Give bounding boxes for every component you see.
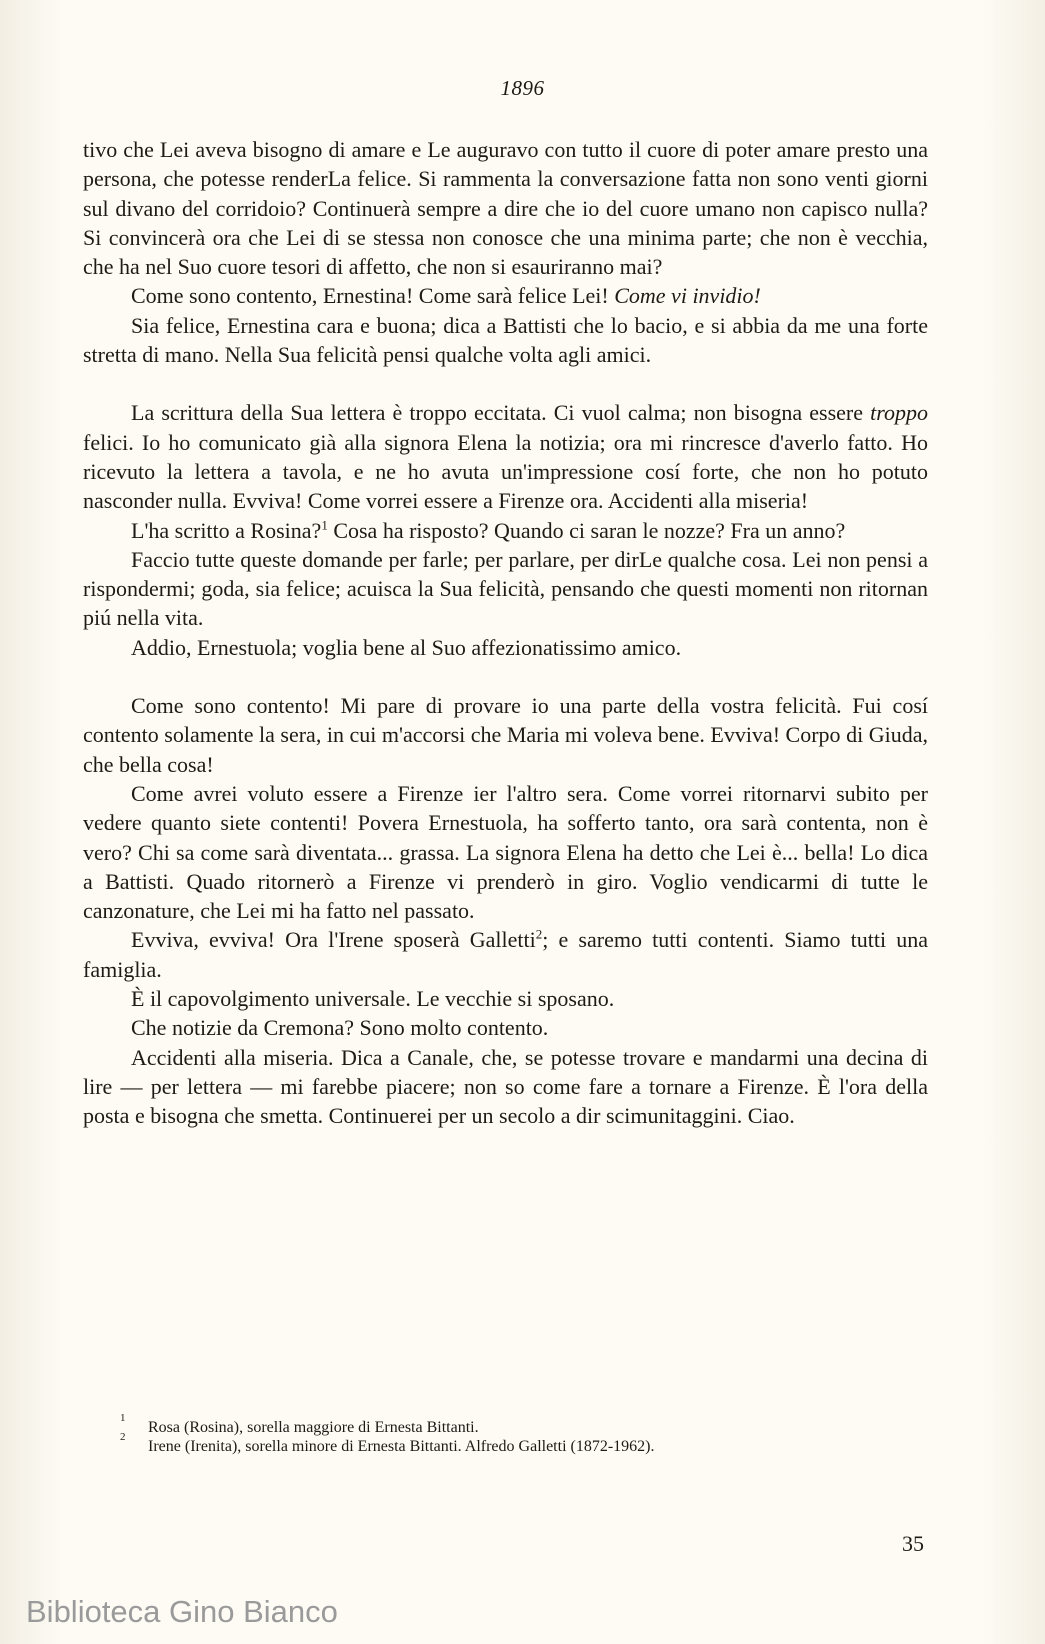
footnote-ref-1: 1 bbox=[321, 517, 328, 533]
paragraph: L'ha scritto a Rosina?$^1$ Cosa ha risposto? Quando ci saran le nozze? Fra un anno? bbox=[131, 517, 846, 543]
paragraph: Come sono contento! Mi pare di provare io una parte della vostra felicità. Fui cosí contento solamente la sera, in cui m'accorsi che Maria mi voleva bene. Evviva! Corpo di Giuda, che bella cosa! bbox=[83, 693, 928, 777]
paragraph: La scrittura della Sua lettera è troppo eccitata. Ci vuol calma; non bisogna essere troppo felici. Io ho comunicato già alla signora Elena la notizia; ora mi rincresce d'averlo fatto. Ho ricevuto la lettera a tavola, e ne ho avuta un'impressione cosí forte, che non ho potuto nasconder nulla. Evviva! Come vorrei essere a Firenze ora. Accidenti alla miseria! bbox=[83, 400, 928, 514]
paragraph: Che notizie da Cremona? Sono molto contento. bbox=[131, 1015, 549, 1041]
library-watermark: Biblioteca Gino Bianco bbox=[26, 1594, 338, 1629]
paragraph: Faccio tutte queste domande per farle; per parlare, per dirLe qualche cosa. Lei non pensi a rispondermi; goda, sia felice; acuisca la Sua felicità, pensando che questi momenti non ritornan piú nella vita. bbox=[83, 546, 928, 631]
footnote-ref-2: 2 bbox=[535, 927, 543, 943]
page-number: 35 bbox=[902, 1531, 924, 1556]
paragraph: Evviva, evviva! Ora l'Irene sposerà Galletti$^2$; e saremo tutti contenti. Siamo tutti una famiglia. bbox=[83, 927, 928, 982]
running-head-year: 1896 bbox=[500, 76, 545, 100]
paragraph: È il capovolgimento universale. Le vecchie si sposano. bbox=[131, 986, 615, 1012]
footnotes bbox=[120, 1412, 940, 1456]
footnote: 2 Irene (Irenita), sorella minore di Ernesta Bittanti. Alfredo Galletti (1872-1962). bbox=[120, 1431, 655, 1455]
paragraph: Sia felice, Ernestina cara e buona; dica a Battisti che lo bacio, e si abbia da me una forte stretta di mano. Nella Sua felicità pensi qualche volta agli amici. bbox=[83, 312, 928, 368]
paragraph: Accidenti alla miseria. Dica a Canale, che, se potesse trovare e mandarmi una decina di lire — per lettera — mi farebbe piacere; non so come fare a tornare a Firenze. È l'ora della posta e bisogna che smetta. Continuerei per un secolo a dir scimunitaggini. Ciao. bbox=[83, 1044, 928, 1129]
footnote: 1 Rosa (Rosina), sorella maggiore di Ernesta Bittanti. bbox=[120, 1412, 479, 1436]
paragraph: Come avrei voluto essere a Firenze ier l'altro sera. Come vorrei ritornarvi subito per vedere quanto siete contenti! Povera Ernestuola, ha sofferto tanto, ora sarà contenta, non è vero? Chi sa come sarà diventata... grassa. La signora Elena ha detto che Lei è... bella! Lo dica a Battisti. Quado ritornerò a Firenze vi prenderò in giro. Voglio vendicarmi di tutte le canzonature, che Lei mi ha fatto nel passato. bbox=[83, 780, 928, 924]
paragraph: Addio, Ernestuola; voglia bene al Suo affezionatissimo amico. bbox=[131, 634, 682, 660]
paragraph: Come sono contento, Ernestina! Come sarà felice Lei! Come vi invidio! bbox=[131, 283, 761, 309]
letter-body bbox=[83, 135, 928, 1131]
paragraph: tivo che Lei aveva bisogno di amare e Le auguravo con tutto il cuore di poter amare presto una persona, che potesse renderLa felice. Si rammenta la conversazione fatta non sono venti giorni sul divano del corridoio? Continuerà sempre a dire che io del cuore umano non capisco nulla? Si convincerà ora che Lei di se stessa non conosce che una minima parte; che non è vecchia, che ha nel Suo cuore tesori di affetto, che non si esauriranno mai? bbox=[83, 137, 928, 280]
